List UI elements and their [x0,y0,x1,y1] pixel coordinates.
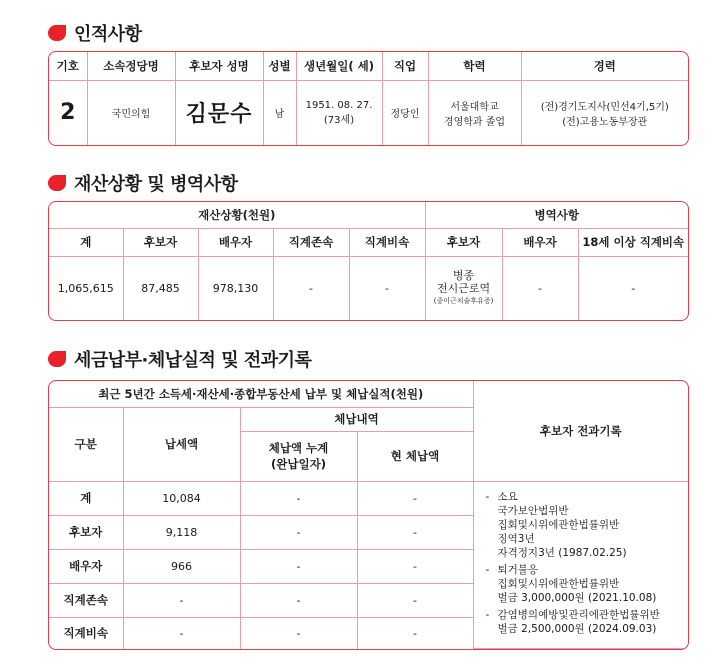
personal-info-table [48,51,689,146]
assets-group-header: 재산상황(천원) [49,202,425,228]
header-number: 기호 [49,52,87,80]
record-line: 벌금 3,000,000원 (2021.10.08) [497,591,657,604]
tax-row-current: - [357,549,473,583]
military-status: 전시근로역 [436,281,491,295]
tax-row-paid: - [123,583,240,617]
assets-military-table [48,201,689,321]
tax-header-cumulative-line: 체납액 누계 [268,441,329,455]
tax-row-current: - [357,481,473,515]
education [428,80,521,145]
record-title: 소요 [497,490,518,503]
tax-row-paid: - [123,617,240,649]
assets-header-total: 계 [49,228,123,256]
tax-row-paid: 966 [123,549,240,583]
tax-row-label: 직계존속 [49,583,123,617]
assets-ascendant: - [273,256,349,320]
header-gender: 성별 [263,52,296,80]
assets-header-spouse: 배우자 [198,228,273,256]
candidate-number: 2 [49,80,87,145]
military-header-candidate: 후보자 [425,228,502,256]
tax-header-arrears: 체납내역 [240,407,473,431]
section-marker-icon [48,351,66,367]
header-party: 소속정당명 [87,52,175,80]
gender: 남 [263,80,296,145]
record-item [486,490,683,560]
tax-row-label: 후보자 [49,515,123,549]
record-dash: - [485,490,490,503]
candidate-name: 김문수 [175,80,263,145]
tax-title-header: 최근 5년간 소득세·재산세·종합부동산세 납부 및 체납실적(천원) [49,381,473,407]
tax-row-cumulative: - [240,481,357,515]
record-line: 징역3년 [497,532,535,545]
section-title-text: 세금납부·체납실적 및 전과기록 [74,350,312,371]
section-title-assets [48,170,238,196]
record-dash: - [485,608,490,621]
tax-row-cumulative: - [240,617,357,649]
tax-row-cumulative: - [240,549,357,583]
record-line: 집회및시위에관한법률위반 [497,577,620,590]
tax-header-cumulative [240,431,357,481]
criminal-record [473,481,688,649]
record-title: 퇴거불응 [497,563,539,576]
header-job: 직업 [382,52,428,80]
record-line: 집회및시위에관한법률위반 [497,518,620,531]
tax-record-table [48,380,689,650]
birth-date [296,80,382,145]
job: 정당인 [382,80,428,145]
career-item: (전)고용노동부장관 [562,116,648,128]
military-class: 병종 [452,268,475,282]
tax-header-current: 현 체납액 [357,431,473,481]
assets-header-candidate: 후보자 [123,228,198,256]
birth-date-line: 1951. 08. 27. [305,99,373,111]
record-header: 후보자 전과기록 [473,381,688,481]
tax-row-current: - [357,583,473,617]
assets-descendant: - [349,256,425,320]
tax-header-category: 구분 [49,407,123,481]
education-school: 서울대학교 [450,101,499,113]
military-note: (중이근치술후유증) [433,296,494,305]
assets-header-descendant: 직계비속 [349,228,425,256]
record-dash: - [485,563,490,576]
record-line: 감염병의예방및관리에관한법률위반 [497,608,660,621]
header-career: 경력 [521,52,688,80]
record-line: 벌금 2,500,000원 (2024.09.03) [497,622,657,635]
record-item [486,608,683,636]
tax-header-paid: 납세액 [123,407,240,481]
tax-row-current: - [357,515,473,549]
military-header-children: 18세 이상 직계비속 [578,228,688,256]
age-line: (73세) [323,114,355,126]
military-header-spouse: 배우자 [502,228,578,256]
tax-header-cumulative-line: (완납일자) [271,457,326,471]
record-line: 국가보안법위반 [497,504,569,517]
assets-header-ascendant: 직계존속 [273,228,349,256]
header-name: 후보자 성명 [175,52,263,80]
career-item: (전)경기도지사(민선4기,5기) [540,101,669,113]
section-title-tax [48,346,311,372]
career [521,80,688,145]
section-title-text: 인적사항 [74,24,142,45]
record-item [486,563,683,605]
assets-spouse: 978,130 [198,256,273,320]
education-major: 경영학과 졸업 [443,116,506,128]
military-children: - [578,256,688,320]
tax-row-paid: 10,084 [123,481,240,515]
record-line: 자격정지3년 (1987.02.25) [497,546,627,559]
section-marker-icon [48,175,66,191]
party-name: 국민의힘 [87,80,175,145]
section-title-personal [48,20,142,46]
military-candidate [425,256,502,320]
military-spouse: - [502,256,578,320]
section-marker-icon [48,25,66,41]
tax-row-label: 계 [49,481,123,515]
tax-row-cumulative: - [240,583,357,617]
tax-row-paid: 9,118 [123,515,240,549]
tax-row-current: - [357,617,473,649]
assets-candidate: 87,485 [123,256,198,320]
tax-row-label: 배우자 [49,549,123,583]
header-education: 학력 [428,52,521,80]
military-group-header: 병역사항 [425,202,688,228]
section-title-text: 재산상황 및 병역사항 [74,174,238,195]
header-birth: 생년월일( 세) [296,52,382,80]
assets-total: 1,065,615 [49,256,123,320]
tax-row-label: 직계비속 [49,617,123,649]
tax-row-cumulative: - [240,515,357,549]
